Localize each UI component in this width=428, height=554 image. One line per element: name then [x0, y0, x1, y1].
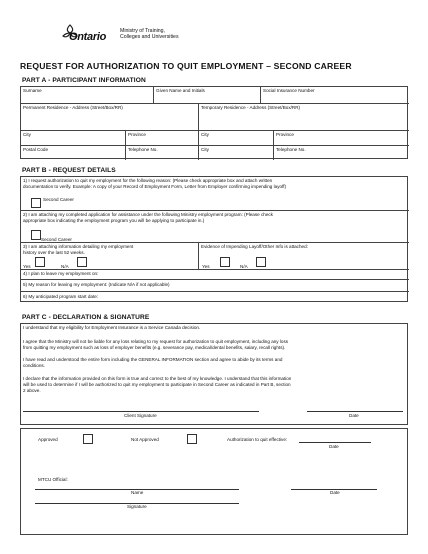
telephone-label-2: Telephone No.	[276, 147, 306, 152]
sin-field[interactable]	[261, 87, 409, 104]
official-date-label: Date	[330, 490, 340, 495]
auth-effective-line[interactable]	[299, 442, 371, 443]
client-date-label: Date	[349, 413, 359, 418]
client-signature-line[interactable]	[23, 411, 259, 412]
q2-option-label: Second Career	[41, 237, 72, 242]
q3-text-1: 3) I am attaching information detailing my employment	[23, 244, 134, 249]
q3-na-label: N/A	[61, 264, 69, 269]
postal-code-field[interactable]	[21, 146, 126, 160]
q1-text-1: 1) I request authorization to quit my employment for the following reason: (Please check appropriate box and attach written	[23, 178, 273, 183]
city-field-3[interactable]	[199, 146, 274, 160]
question-2	[21, 211, 409, 243]
surname-field[interactable]	[21, 87, 154, 104]
part-a-heading: PART A - PARTICIPANT INFORMATION	[22, 77, 146, 84]
province-label-1: Province	[128, 132, 146, 137]
province-label-2: Province	[276, 132, 294, 137]
ministry-line-1: Ministry of Training,	[120, 28, 165, 34]
evidence-na-label: N/A	[240, 264, 248, 269]
question-3	[21, 243, 199, 270]
q6-text: 6) My anticipated program start date:	[23, 294, 99, 299]
sin-label: Social Insurance Number	[263, 88, 315, 93]
ontario-logo	[61, 23, 117, 45]
city-label-2: City	[201, 132, 209, 137]
client-signature-label: Client Signature	[124, 413, 157, 418]
part-c-heading: PART C - DECLARATION & SIGNATURE	[22, 314, 150, 321]
ontario-wordmark: Ontario	[69, 31, 107, 43]
evidence-text: Evidence of Impending Layoff/Other Info is attached:	[201, 244, 308, 249]
part-a-table	[20, 86, 408, 159]
q3-yes-checkbox[interactable]	[35, 257, 45, 267]
part-c-box	[20, 323, 408, 425]
part-b-table	[20, 176, 408, 302]
postal-code-label: Postal Code	[23, 147, 49, 152]
perm-address-label: Permanent Residence - Address (Street/Box/RR)	[23, 105, 123, 110]
q3-text-2: history over the last 52 weeks.	[23, 250, 85, 255]
question-4[interactable]	[21, 270, 409, 280]
q1-text-2: documentation to verify. Example: A copy of your Record of Employment Form, Letter from Employer confirming impending layoff)	[23, 184, 287, 189]
question-1	[21, 177, 409, 211]
question-5[interactable]	[21, 280, 409, 292]
declaration-true-3: 2 above.	[23, 388, 41, 393]
city-label-3: City	[201, 147, 209, 152]
ministry-name	[120, 28, 179, 41]
perm-address-field[interactable]	[21, 104, 199, 131]
surname-label: Surname	[23, 88, 42, 93]
declaration-ei: I understand that my eligibility for Employment Insurance is a Service Canada decision.	[23, 325, 201, 330]
city-field-1[interactable]	[21, 131, 126, 146]
evidence-yes-checkbox[interactable]	[220, 257, 230, 267]
form-title: REQUEST FOR AUTHORIZATION TO QUIT EMPLOYMENT – SECOND CAREER	[20, 61, 352, 71]
mtcu-official-label: MTCU Official:	[38, 477, 68, 482]
declaration-liability-1: I agree that the Ministry will not be liable for any loss relating to my request for authorization to quit employment, including any loss	[23, 339, 289, 344]
telephone-label-1: Telephone No.	[128, 147, 158, 152]
approved-label: Approved	[38, 437, 58, 442]
q2-text-1: 2) I am attaching my completed application for assistance under the following Ministry employment program: (Please check	[23, 212, 273, 217]
part-b-heading: PART B - REQUEST DETAILS	[22, 167, 116, 174]
temp-address-field[interactable]	[199, 104, 409, 131]
temp-address-label: Temporary Residence - Address (Street/Box/RR)	[201, 105, 301, 110]
official-signature-label: Signature	[127, 504, 147, 509]
question-6[interactable]	[21, 292, 409, 303]
evidence-na-checkbox[interactable]	[256, 257, 266, 267]
city-field-2[interactable]	[199, 131, 274, 146]
not-approved-checkbox[interactable]	[187, 434, 197, 444]
auth-date-label: Date	[329, 444, 339, 449]
q3-na-checkbox[interactable]	[77, 257, 87, 267]
province-field-1[interactable]	[126, 131, 199, 146]
ministry-line-2: Colleges and Universities	[120, 34, 179, 41]
office-use-box	[20, 428, 408, 535]
declaration-true-1: I declare that the information provided on this form is true and correct to the best of my knowledge. I understand that this information	[23, 376, 292, 381]
evidence-yes-label: Yes	[202, 264, 210, 269]
client-date-line[interactable]	[307, 411, 403, 412]
q2-second-career-checkbox[interactable]	[31, 230, 41, 240]
q3-yes-label: Yes	[23, 264, 31, 269]
auth-effective-label: Authorization to quit effective:	[227, 437, 288, 442]
official-name-label: Name	[131, 490, 144, 495]
declaration-read-2: conditions.	[23, 363, 45, 368]
province-field-2[interactable]	[274, 131, 409, 146]
telephone-field-1[interactable]	[126, 146, 199, 160]
not-approved-label: Not Approved	[131, 437, 159, 442]
telephone-field-2[interactable]	[274, 146, 409, 160]
declaration-read-1: I have read and understood the entire form including the GENERAL INFORMATION section and agree to abide by its terms and	[23, 357, 283, 362]
q5-text: 5) My reason for leaving my employment: (Indicate N/A if not applicable)	[23, 282, 170, 287]
q1-second-career-checkbox[interactable]	[31, 198, 41, 208]
approved-checkbox[interactable]	[83, 434, 93, 444]
declaration-true-2: will be used to determine if I will be authorized to quit my employment to participate in Second Career as indicated in Part B, section	[23, 382, 291, 387]
q4-text: 4) I plan to leave my employment on:	[23, 271, 99, 276]
declaration-liability-2: from quitting my employment such as loss of employer benefits (e.g. severance pay, medical/dental benefits, salary, recall rights).	[23, 345, 286, 350]
evidence-attached	[199, 243, 409, 270]
given-name-field[interactable]	[154, 87, 261, 104]
q1-option-label: Second Career	[43, 197, 74, 202]
given-name-label: Given Name and Initials	[156, 88, 205, 93]
city-label-1: City	[23, 132, 31, 137]
q2-text-2: appropriate box indicating the employment program you will be applying to participate in.)	[23, 218, 205, 223]
